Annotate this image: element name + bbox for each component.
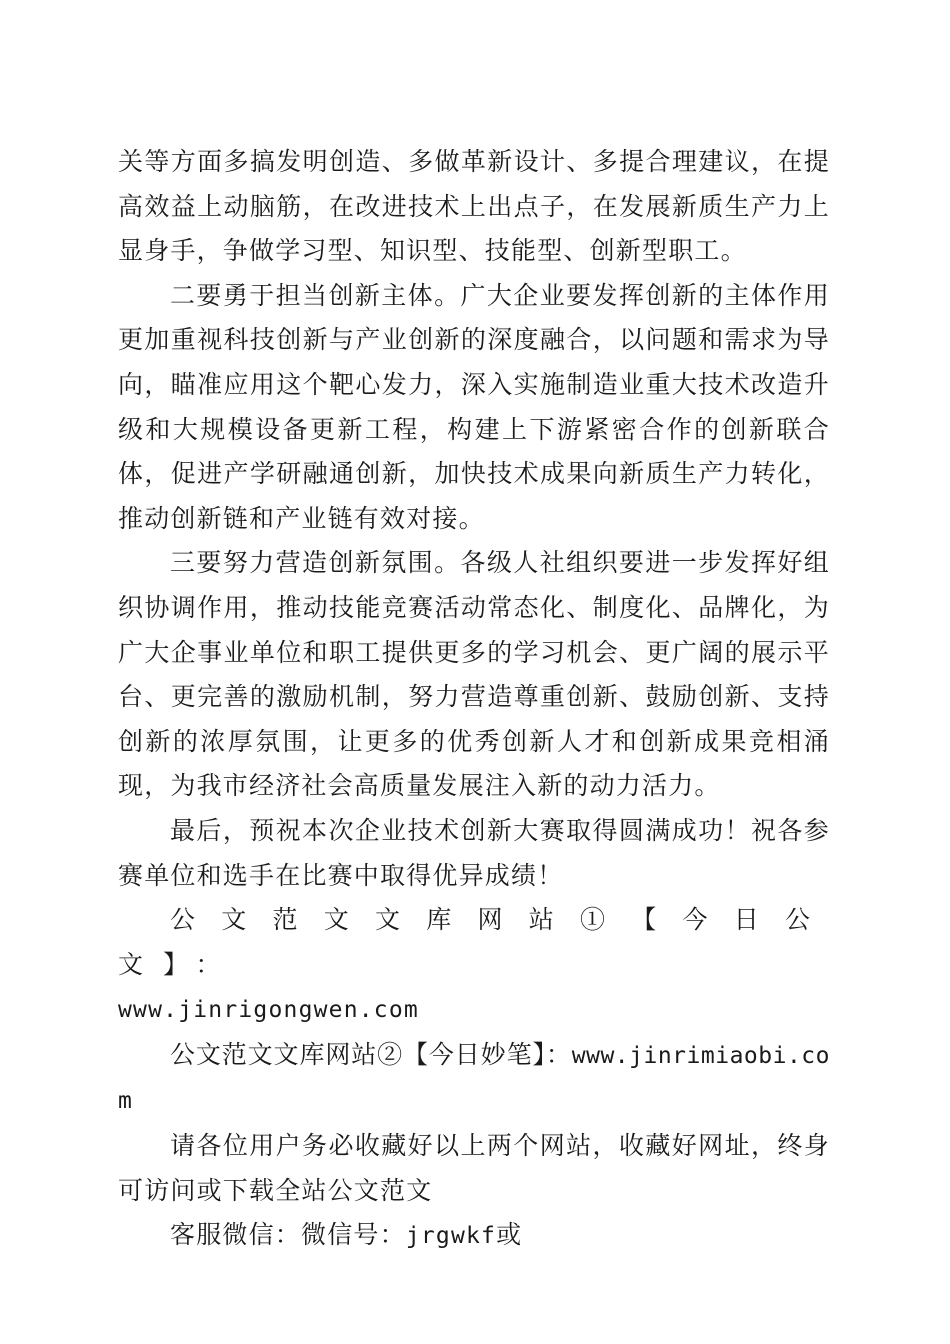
paragraph-closing: 最后，预祝本次企业技术创新大赛取得圆满成功！祝各参赛单位和选手在比赛中取得优异成绩！ — [118, 815, 830, 890]
bookmark-notice: 请各位用户务必收藏好以上两个网站，收藏好网址，终身可访问或下载全站公文范文 — [118, 1131, 830, 1205]
paragraph-point-three: 三要努力营造创新氛围。各级人社组织要进一步发挥好组织协调作用，推动技能竞赛活动常态化、制度化、品牌化，为广大企事业单位和职工提供更多的学习机会、更广阔的展示平台、更完善的激励机制，努力营造尊重创新、鼓励创新、支持创新的浓厚氛围，让更多的优秀创新人才和创新成果竞相涌现，为我市经济社会高质量发展注入新的动力活力。 — [118, 548, 830, 801]
paragraph-point-two: 二要勇于担当创新主体。广大企业要发挥创新的主体作用更加重视科技创新与产业创新的深度融合，以问题和需求为导向，瞄准应用这个靶心发力，深入实施制造业重大技术改造升级和大规模设备更新工程，构建上下游紧密合作的创新联合体，促进产学研融通创新，加快技术成果向新质生产力转化，推动创新链和产业链有效对接。 — [118, 280, 830, 533]
site1-label: 公文范文文库网站①【今日公文】： — [118, 905, 830, 979]
paragraph-continuation: 关等方面多搞发明创造、多做革新设计、多提合理建议，在提高效益上动脑筋，在改进技术上出点子，在发展新质生产力上显身手，争做学习型、知识型、技能型、创新型职工。 — [118, 147, 830, 266]
service-suffix: 或 — [496, 1220, 523, 1250]
site2-label: 公文范文文库网站②【今日妙笔】： — [170, 1039, 572, 1069]
document-page — [118, 140, 830, 1259]
site2-url[interactable]: www.jinrimiaobi.com — [118, 1042, 830, 1115]
site2-line — [118, 1033, 830, 1124]
service-wechat-id: jrgwkf — [405, 1223, 497, 1250]
site1-url[interactable] — [118, 987, 830, 1033]
site1-url-text[interactable]: www.jinrigongwen.com — [118, 997, 419, 1024]
service-line — [118, 1213, 830, 1259]
service-label: 客服微信：微信号： — [170, 1220, 406, 1250]
